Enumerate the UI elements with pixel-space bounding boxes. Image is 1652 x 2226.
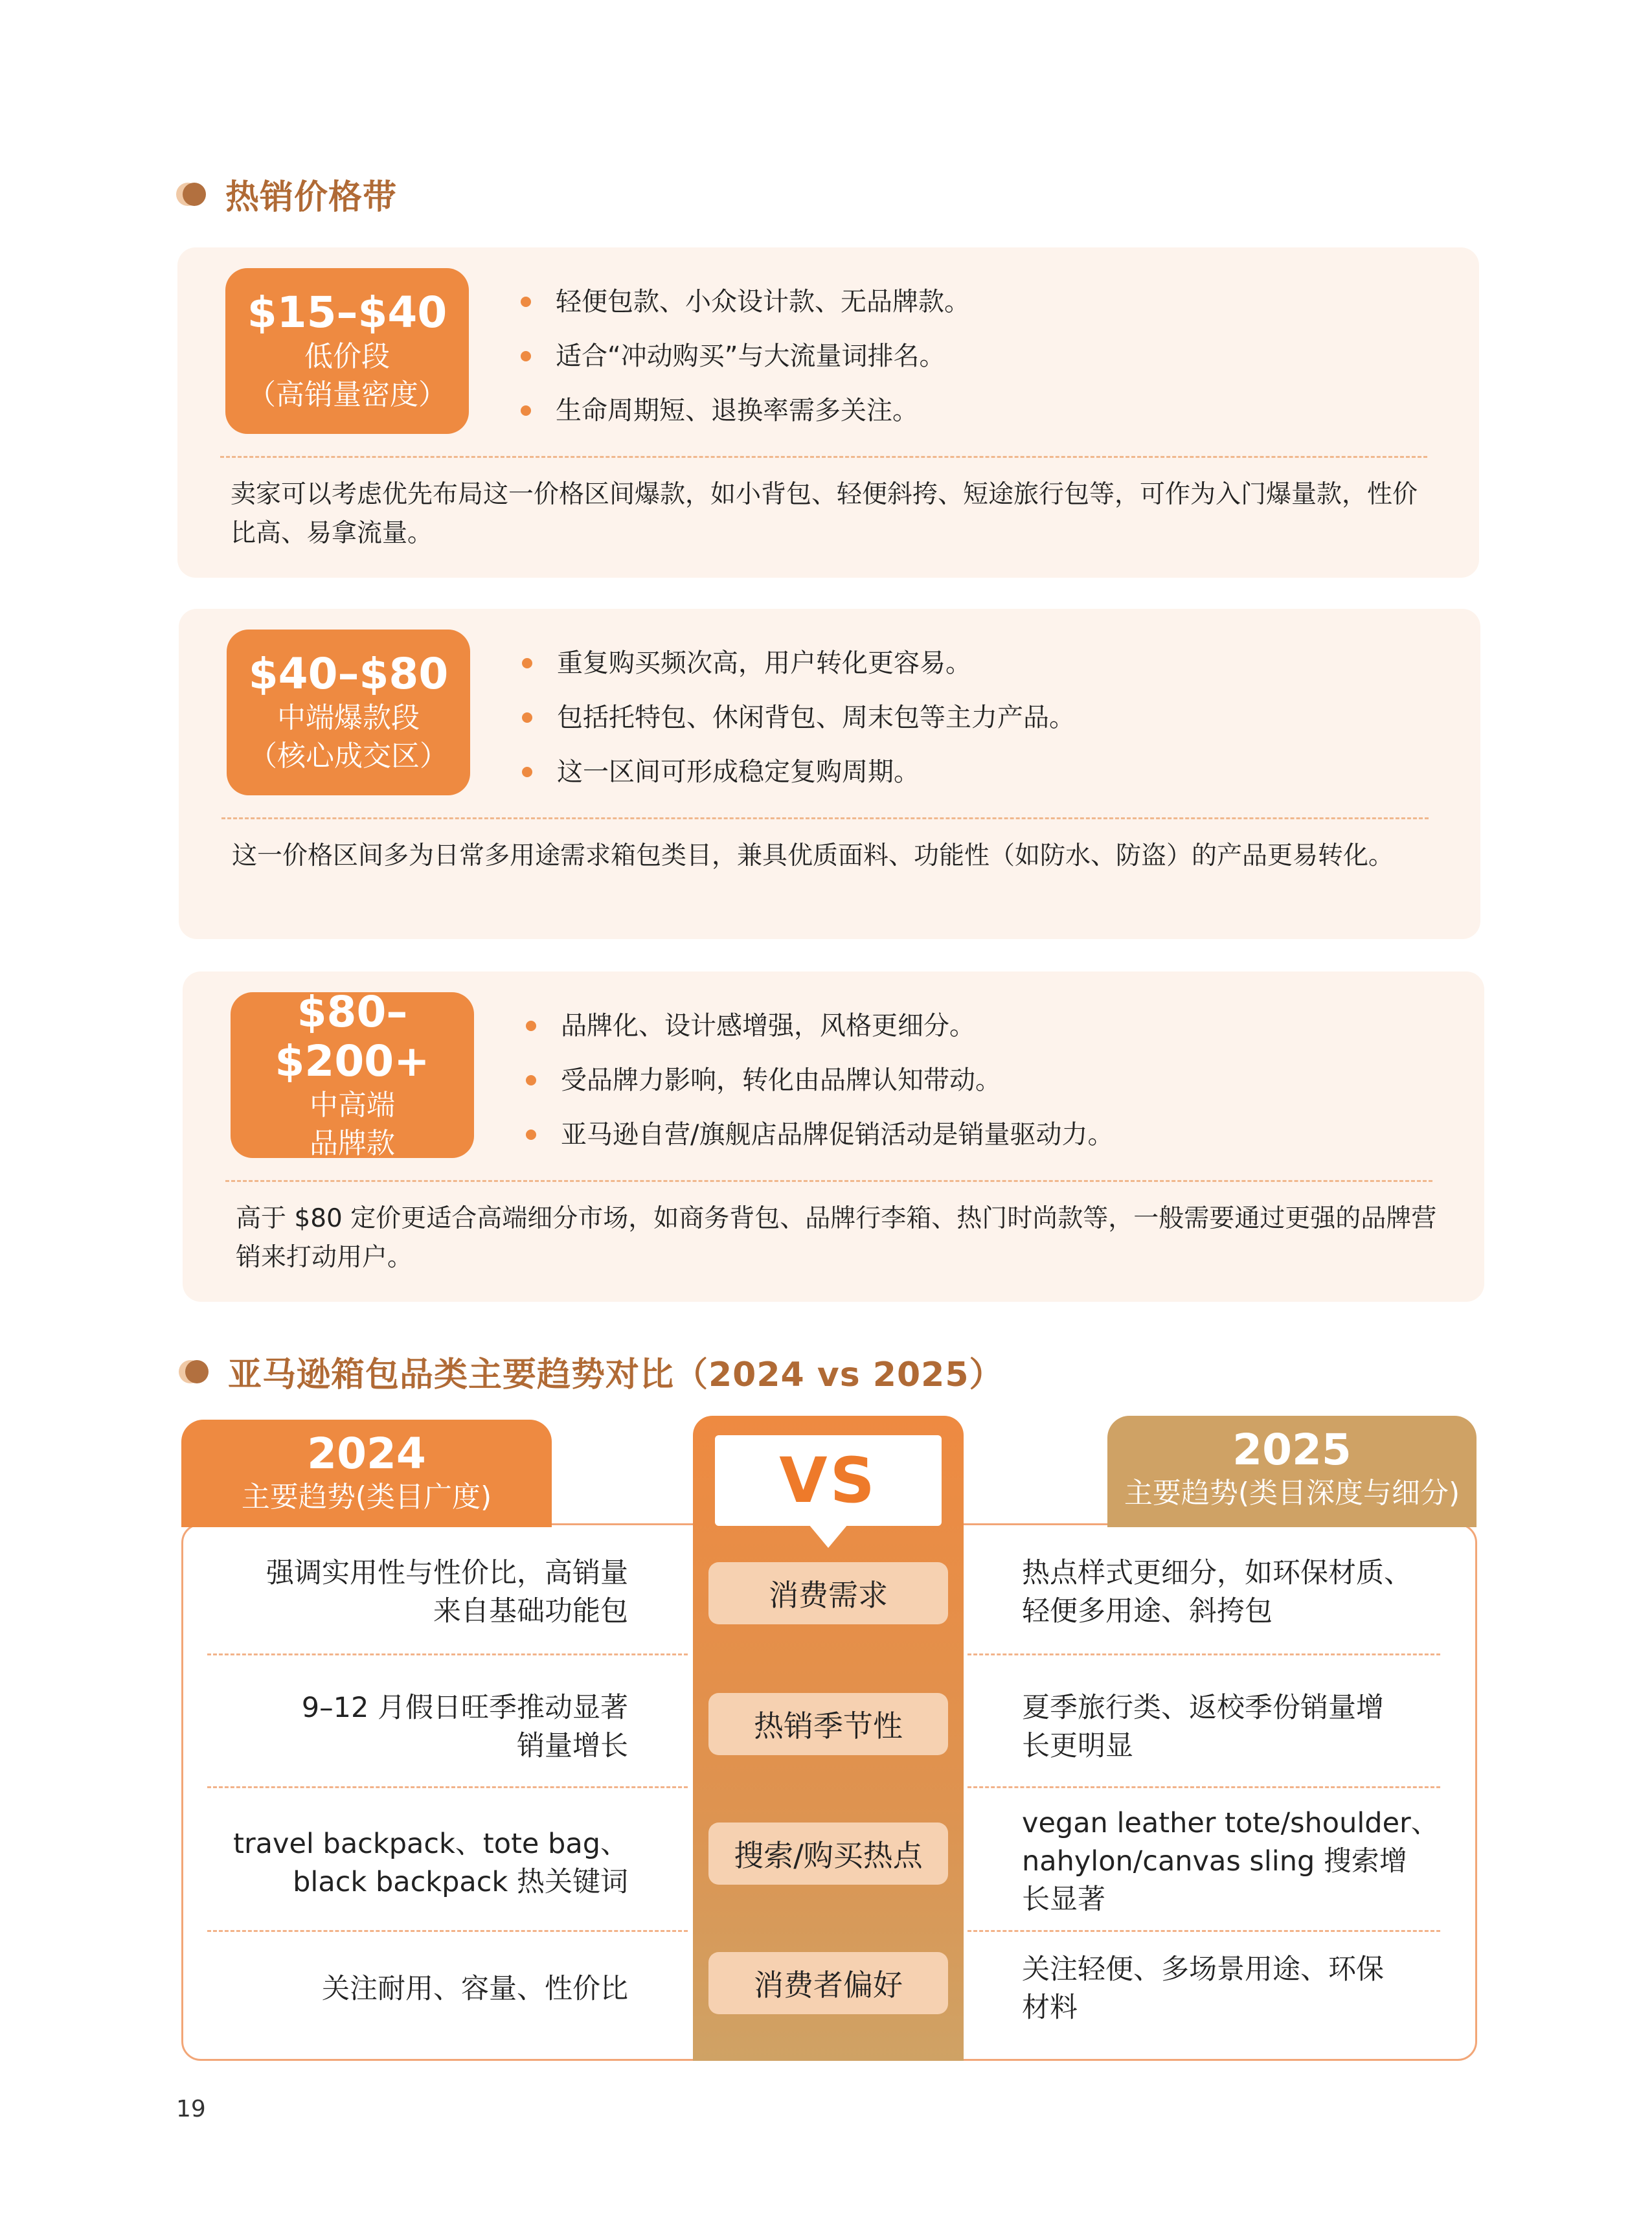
cell-line: 热点样式更细分，如环保材质、 — [1022, 1557, 1412, 1589]
cell-line: 长更明显 — [1022, 1730, 1133, 1762]
category-pill: 热销季节性 — [708, 1693, 948, 1755]
band-note: 高于 $80 定价更适合高端细分市场，如商务背包、品牌行李箱、热门时尚款等，一般需要通过更强的品牌营销来打动用户。 — [236, 1204, 1437, 1272]
year-sublabel: 主要趋势(类目广度) — [241, 1481, 492, 1514]
list-item: 轻便包款、小众设计款、无品牌款。 — [521, 275, 970, 329]
row-divider — [967, 1930, 1440, 1932]
row-divider — [207, 1930, 688, 1932]
category-pill: 消费者偏好 — [708, 1952, 948, 2014]
trend-2025-cell — [1022, 1951, 1469, 2027]
year-label: 2024 — [307, 1429, 426, 1479]
list-item: 适合“冲动购买”与大流量词排名。 — [521, 329, 970, 383]
list-item: 受品牌力影响，转化由品牌认知带动。 — [526, 1053, 1113, 1107]
price-range: $40–$80 — [248, 648, 449, 699]
dashed-divider — [220, 456, 1427, 458]
cell-line: nahylon/canvas sling 搜索增 — [1022, 1845, 1407, 1878]
trend-2025-cell — [1022, 1554, 1469, 1631]
list-item: 亚马逊自营/旗舰店品牌促销活动是销量驱动力。 — [526, 1107, 1113, 1162]
trend-2025-cell — [1022, 1689, 1469, 1766]
list-item: 生命周期短、退换率需多关注。 — [521, 383, 970, 438]
list-item: 品牌化、设计感增强，风格更细分。 — [526, 999, 1113, 1053]
row-divider — [207, 1653, 688, 1655]
trend-2024-cell — [194, 1825, 628, 1902]
price-range: $15–$40 — [247, 287, 447, 337]
price-tier-label: 中高端 — [310, 1088, 395, 1122]
category-pill: 搜索/购买热点 — [708, 1823, 948, 1885]
dashed-divider — [221, 817, 1429, 819]
cell-line: 夏季旅行类、返校季份销量增 — [1022, 1692, 1384, 1724]
cell-line: 来自基础功能包 — [433, 1595, 628, 1628]
row-divider — [967, 1653, 1440, 1655]
page-number: 19 — [176, 2096, 206, 2122]
section-heading-trends — [179, 1347, 1004, 1396]
list-item: 包括托特包、休闲背包、周末包等主力产品。 — [522, 690, 1075, 745]
price-badge — [227, 630, 470, 795]
vs-label: VS — [779, 1444, 877, 1517]
trend-2024-cell — [194, 1689, 628, 1766]
cell-line: vegan leather tote/shoulder、 — [1022, 1807, 1439, 1839]
trend-2025-cell — [1022, 1804, 1469, 1919]
price-range: $80–$200+ — [275, 986, 430, 1086]
price-band-card — [179, 609, 1480, 939]
year-tab-2025 — [1107, 1416, 1477, 1527]
cell-line: 长显著 — [1022, 1883, 1105, 1916]
row-divider — [207, 1786, 688, 1788]
year-sublabel: 主要趋势(类目深度与细分) — [1124, 1477, 1460, 1510]
cell-line: 关注轻便、多场景用途、环保 — [1022, 1953, 1384, 1986]
list-item: 这一区间可形成稳定复购周期。 — [522, 745, 1075, 799]
price-tier-label: 低价段 — [304, 339, 390, 373]
vs-badge — [715, 1435, 942, 1526]
cell-line: 关注耐用、容量、性价比 — [322, 1973, 628, 2005]
feature-list — [521, 275, 970, 438]
list-item: 重复购买频次高，用户转化更容易。 — [522, 636, 1075, 690]
price-band-card — [183, 971, 1484, 1302]
section-title: 热销价格带 — [225, 178, 398, 217]
feature-list — [522, 636, 1075, 799]
price-tier-sublabel: 品牌款 — [310, 1126, 395, 1160]
year-tab-2024 — [181, 1420, 552, 1527]
year-label: 2025 — [1232, 1425, 1352, 1475]
band-note: 卖家可以考虑优先布局这一价格区间爆款，如小背包、轻便斜挎、短途旅行包等，可作为入门爆量款，性价比高、易拿流量。 — [231, 480, 1418, 548]
section-title: 亚马逊箱包品类主要趋势对比（2024 vs 2025） — [228, 1356, 1004, 1394]
price-badge — [231, 986, 474, 1160]
price-band-card — [177, 247, 1479, 578]
row-divider — [967, 1786, 1440, 1788]
cell-line: 轻便多用途、斜挎包 — [1022, 1595, 1273, 1628]
category-column — [693, 1416, 964, 2061]
price-badge — [225, 268, 469, 434]
dashed-divider — [225, 1180, 1432, 1182]
cell-line: black backpack 热关键词 — [293, 1866, 628, 1898]
feature-list — [526, 999, 1113, 1162]
cell-line: 销量增长 — [517, 1730, 628, 1762]
band-note: 这一价格区间多为日常多用途需求箱包类目，兼具优质面料、功能性（如防水、防盗）的产品更易转化。 — [232, 841, 1394, 870]
bullet-dot-icon — [176, 181, 209, 207]
trend-2024-cell — [194, 1970, 628, 2008]
price-tier-sublabel: （核心成交区） — [249, 739, 448, 773]
cell-line: 9–12 月假日旺季推动显著 — [301, 1692, 628, 1724]
trend-2024-cell — [194, 1554, 628, 1631]
cell-line: 强调实用性与性价比，高销量 — [266, 1557, 628, 1589]
category-pill: 消费需求 — [708, 1562, 948, 1624]
price-tier-label: 中端爆款段 — [277, 701, 420, 734]
cell-line: travel backpack、tote bag、 — [233, 1828, 628, 1860]
bullet-dot-icon — [179, 1359, 211, 1385]
price-tier-sublabel: （高销量密度） — [247, 378, 447, 411]
cell-line: 材料 — [1022, 1992, 1078, 2024]
section-heading-price-bands — [176, 170, 397, 218]
